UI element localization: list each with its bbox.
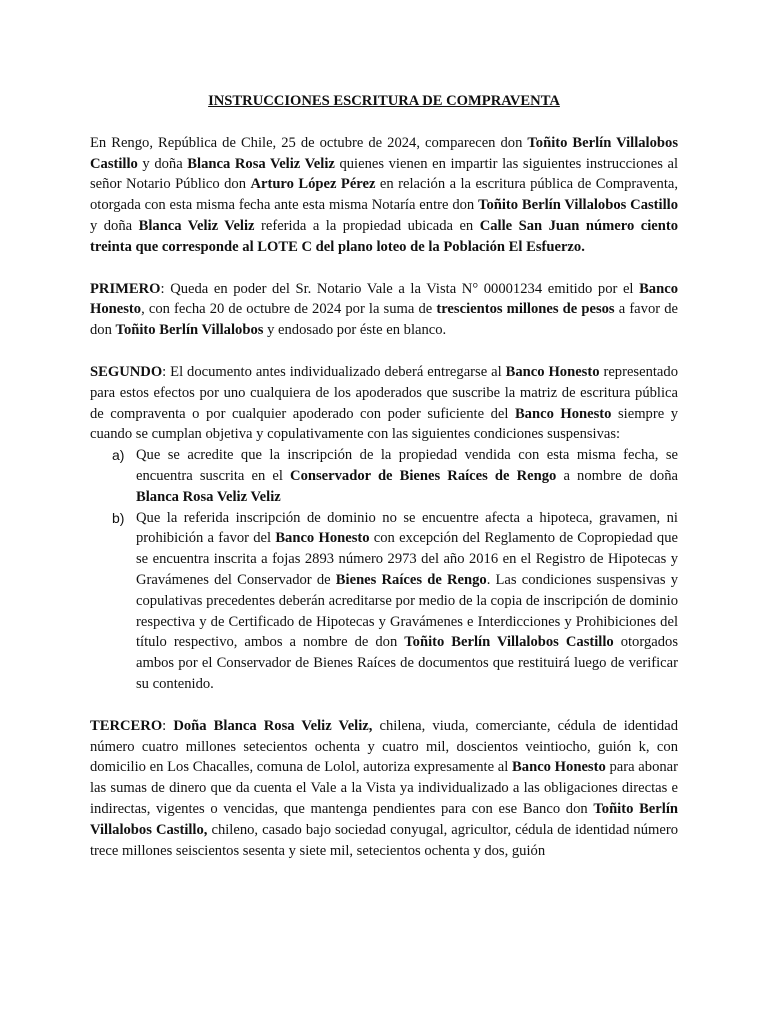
text-run: siempre y cuando se cumplan objetiva y copulativamente con las siguientes condiciones suspensivas: — [90, 405, 678, 443]
document-title: INSTRUCCIONES ESCRITURA DE COMPRAVENTA — [208, 93, 560, 109]
bold-text-run: Bienes Raíces de Rengo — [335, 571, 487, 588]
text-run: : Queda en poder del Sr. Notario Vale a la Vista N° 00001234 emitido por el — [160, 280, 640, 297]
document-page — [90, 91, 678, 861]
clause-segundo — [90, 362, 678, 445]
text-run: quienes vienen en impartir las siguientes instrucciones al señor Notario Público don — [90, 155, 678, 193]
condition-text — [136, 510, 678, 692]
clause-tercero — [90, 716, 678, 862]
text-run: , con fecha 20 de octubre de 2024 por la suma de — [141, 301, 437, 318]
bold-text-run: Calle San Juan número ciento treinta que corresponde al LOTE C del plano loteo de la Población El Esfuerzo. — [90, 217, 678, 255]
clause-primero — [90, 279, 678, 341]
text-run: Que se acredite que la inscripción de la propiedad vendida con esta misma fecha, se encuentra suscrita en el — [136, 447, 678, 484]
text-run: En Rengo, República de Chile, 25 de octubre de 2024, comparecen don — [90, 134, 528, 151]
bold-text-run: Banco Honesto — [514, 405, 612, 422]
text-run: : — [162, 717, 174, 734]
text-run: Que la referida inscripción de dominio no se encuentre afecta a hipoteca, gravamen, ni prohibición a favor del — [136, 509, 678, 547]
text-run: y endosado por éste en blanco. — [263, 322, 447, 339]
text-run: referida a la propiedad ubicada en — [254, 217, 480, 234]
bold-text-run: Blanca Veliz Veliz — [138, 217, 255, 234]
bold-text-run: Toñito Berlín Villalobos Castillo — [404, 634, 614, 651]
conditions-list — [90, 445, 678, 695]
bold-text-run: trescientos millones de pesos — [436, 301, 615, 318]
bold-text-run: PRIMERO — [90, 280, 161, 297]
text-run: y doña — [137, 155, 188, 172]
text-run: representado para estos efectos por uno cualquiera de los apoderados que suscribe la matriz de escritura pública de compraventa o por cualquier apoderado con poder suficiente del — [90, 363, 679, 422]
condition-marker: b) — [112, 509, 125, 526]
text-run: chileno, casado bajo sociedad conyugal, agricultor, cédula de identidad número trece millones seiscientos sesenta y siete mil, setecientos ochenta y dos, guión — [90, 821, 678, 859]
condition-text — [136, 447, 678, 505]
bold-text-run: Banco Honesto — [275, 530, 370, 547]
text-run: otorgados ambos por el Conservador de Bienes Raíces de documentos que restituirá luego de verificar su contenido. — [136, 634, 678, 692]
bold-text-run: Blanca Rosa Veliz Veliz — [136, 488, 281, 505]
bold-text-run: Banco Honesto — [505, 363, 600, 380]
text-run: chilena, viuda, comerciante, cédula de identidad número cuatro millones setecientos ochenta y cuatro mil, doscientos veintiocho, guión k, con domicilio en Los Chacalles, comuna de Lolol, autoriza expresamente al — [90, 717, 678, 776]
bold-text-run: Conservador de Bienes Raíces de Rengo — [290, 467, 557, 484]
bold-text-run: Toñito Berlín Villalobos Castillo, — [90, 800, 678, 838]
text-run: : El documento antes individualizado deberá entregarse al — [162, 363, 506, 380]
bold-text-run: Toñito Berlín Villalobos Castillo — [478, 197, 678, 214]
text-run: . Las condiciones suspensivas y copulativas precedentes deberán acreditarse por medio de la copia de inscripción de dominio respectiva y de Certificado de Hipotecas y Gravámenes e Interdicciones y Prohibiciones del título respectivo, ambos a nombre de don — [136, 571, 678, 651]
condition-marker: a) — [112, 447, 125, 464]
bold-text-run: Toñito Berlín Villalobos — [115, 322, 264, 339]
bold-text-run: SEGUNDO — [90, 363, 163, 380]
bold-text-run: Toñito Berlín Villalobos Castillo — [90, 134, 678, 172]
condition-item — [90, 508, 678, 695]
bold-text-run: Blanca Rosa Veliz Veliz — [187, 155, 335, 172]
text-run: con excepción del Reglamento de Copropiedad que se encuentra inscrita a fojas 2893 número 2973 del año 2016 en el Registro de Hipotecas y Gravámenes del Conservador de — [136, 530, 678, 588]
bold-text-run: TERCERO — [90, 717, 163, 734]
condition-item — [90, 445, 678, 507]
bold-text-run: Banco Honesto — [512, 759, 606, 776]
bold-text-run: Arturo López Pérez — [250, 176, 376, 193]
text-run: en relación a la escritura pública de Compraventa, otorgada con esta misma fecha ante esta misma Notaría entre don — [90, 176, 678, 214]
bold-text-run: Banco Honesto — [90, 280, 678, 318]
text-run: y doña — [90, 217, 139, 234]
text-run: a favor de don — [90, 301, 678, 339]
intro-paragraph — [90, 133, 678, 258]
text-run: a nombre de doña — [556, 467, 678, 484]
text-run: para abonar las sumas de dinero que da cuenta el Vale a la Vista ya individualizado a las obligaciones directas e indirectas, vigentes o vencidas, que mantenga pendientes para con ese Banco don — [90, 759, 678, 817]
bold-text-run: Doña Blanca Rosa Veliz Veliz, — [173, 717, 373, 734]
